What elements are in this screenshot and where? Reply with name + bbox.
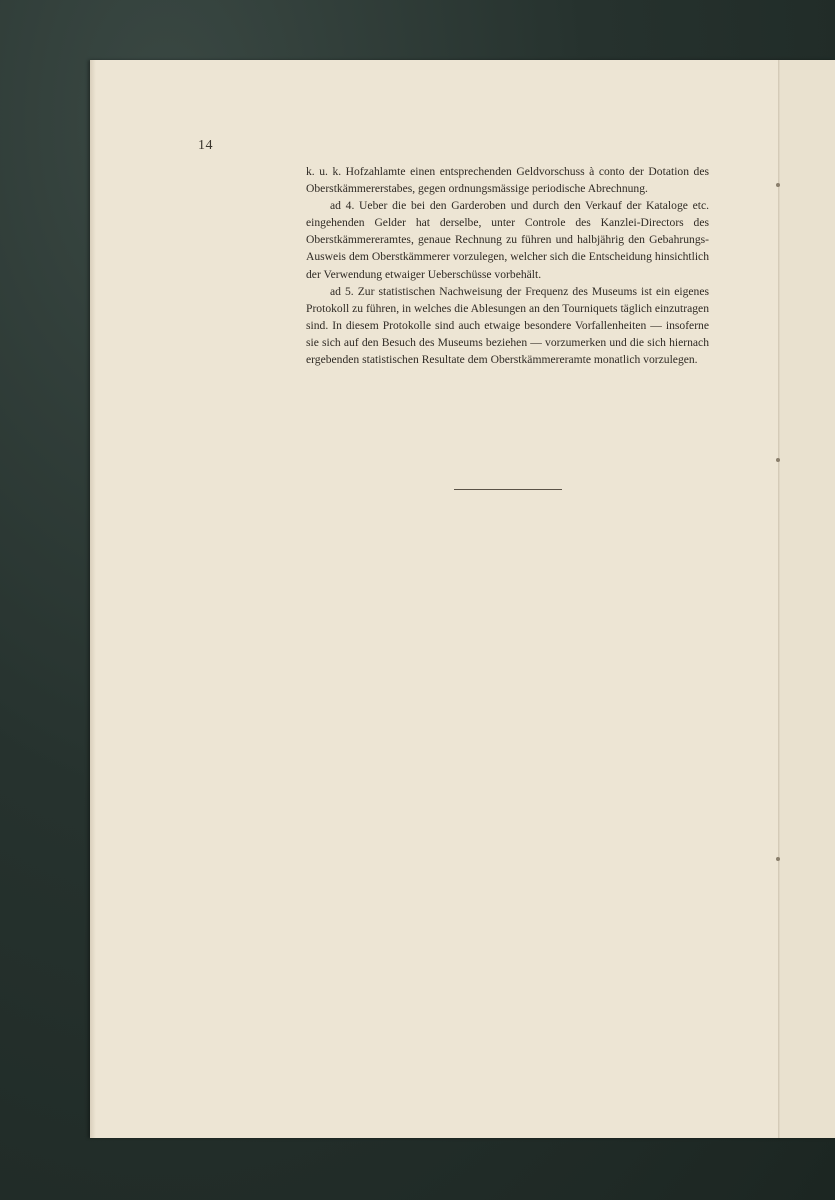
- section-end-rule: [454, 489, 562, 490]
- paragraph-1: k. u. k. Hofzahlamte einen entsprechenden Geldvorschuss à conto der Dotation des Oberstkämmererstabes, gegen ordnungsmässige periodische Abrechnung.: [306, 165, 709, 196]
- paragraph-2: ad 4. Ueber die bei den Garderoben und durch den Verkauf der Kataloge etc. eingehenden Gelder hat derselbe, unter Controle des Kanzlei-Directors des Oberstkämmereramtes, genaue Rechnung zu führen und halbjährig den Gebahrungs-Ausweis dem Oberstkämmerer vorzulegen, welcher sich die Entscheidung hinsichtlich der Verwendung etwaiger Ueberschüsse vorbehält.: [306, 199, 709, 281]
- document-page: [90, 60, 835, 1138]
- adjacent-page-leaf: [780, 60, 835, 1138]
- margin-dot: [776, 183, 780, 187]
- margin-dot: [776, 458, 780, 462]
- page-fold-line: [778, 60, 780, 1138]
- paragraph-3: ad 5. Zur statistischen Nachweisung der Frequenz des Museums ist ein eigenes Protokoll zu führen, in welches die Ablesungen an den Tourniquets täglich einzutragen sind. In diesem Protokolle sind auch etwaige besondere Vorfallenheiten — insoferne sie sich auf den Besuch des Museums beziehen — vorzumerken und die sich hiernach ergebenden statistischen Resultate dem Oberstkämmereramte monatlich vorzulegen.: [306, 284, 709, 367]
- margin-dot: [776, 857, 780, 861]
- page-number: 14: [198, 138, 213, 153]
- page-edge: [90, 60, 96, 1138]
- body-text: [306, 163, 709, 368]
